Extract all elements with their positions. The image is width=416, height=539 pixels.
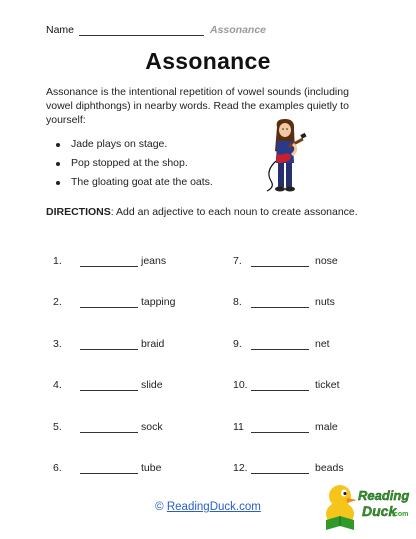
copyright-symbol: © — [155, 501, 164, 513]
directions-text: DIRECTIONS: Add an adjective to each noun to create assonance. — [46, 206, 358, 218]
worksheet-page: Name Assonance Assonance Assonance is the intentional repetition of vowel sounds (including vowel diphthongs) in nearby words. Read the examples quietly to yourself: Jade plays on stage. Pop stopped at the shop. The gloating goat ate the oats. DIRECTIONS: Add an adjective to each noun to create assonance. 1. jeans 2. tapping 3. braid 4. slide 5. sock 6. tube 7. nose 8. nuts 9. net 10. ticket 11 male 12. beads © ReadingDuck.com Reading Duck .com — [0, 0, 416, 539]
answer-blank[interactable] — [80, 432, 138, 433]
answer-blank[interactable] — [251, 349, 309, 350]
examples-list — [56, 138, 213, 195]
bullet-icon — [56, 143, 60, 147]
example-item: Jade plays on stage. — [56, 138, 213, 157]
answer-blank[interactable] — [251, 432, 309, 433]
answer-blank[interactable] — [80, 473, 138, 474]
example-item: The gloating goat ate the oats. — [56, 176, 213, 195]
bullet-icon — [56, 162, 60, 166]
directions-label: DIRECTIONS — [46, 206, 111, 218]
answer-blank[interactable] — [80, 349, 138, 350]
answer-blank[interactable] — [251, 473, 309, 474]
intro-paragraph: Assonance is the intentional repetition of vowel sounds (including vowel diphthongs) in nearby words. Read the examples quietly to yourself: — [46, 86, 349, 126]
answer-blank[interactable] — [80, 266, 138, 267]
logo-text-suffix: .com — [392, 511, 409, 518]
bullet-icon — [56, 181, 60, 185]
answer-blank[interactable] — [251, 390, 309, 391]
answer-blank[interactable] — [80, 307, 138, 308]
header-title: Assonance — [210, 24, 267, 36]
example-item: Pop stopped at the shop. — [56, 157, 213, 176]
answer-blank[interactable] — [251, 307, 309, 308]
answer-blank[interactable] — [80, 390, 138, 391]
logo-text-duck: Duck — [362, 503, 397, 519]
name-label: Name — [46, 24, 75, 36]
site-link[interactable]: ReadingDuck.com — [166, 501, 261, 513]
duck-logo — [318, 476, 410, 534]
answer-blank[interactable] — [251, 266, 309, 267]
guitarist-illustration — [257, 117, 317, 197]
name-field-line[interactable] — [79, 35, 204, 36]
page-title: Assonance — [145, 48, 271, 74]
logo-text-reading: Reading — [358, 488, 410, 503]
